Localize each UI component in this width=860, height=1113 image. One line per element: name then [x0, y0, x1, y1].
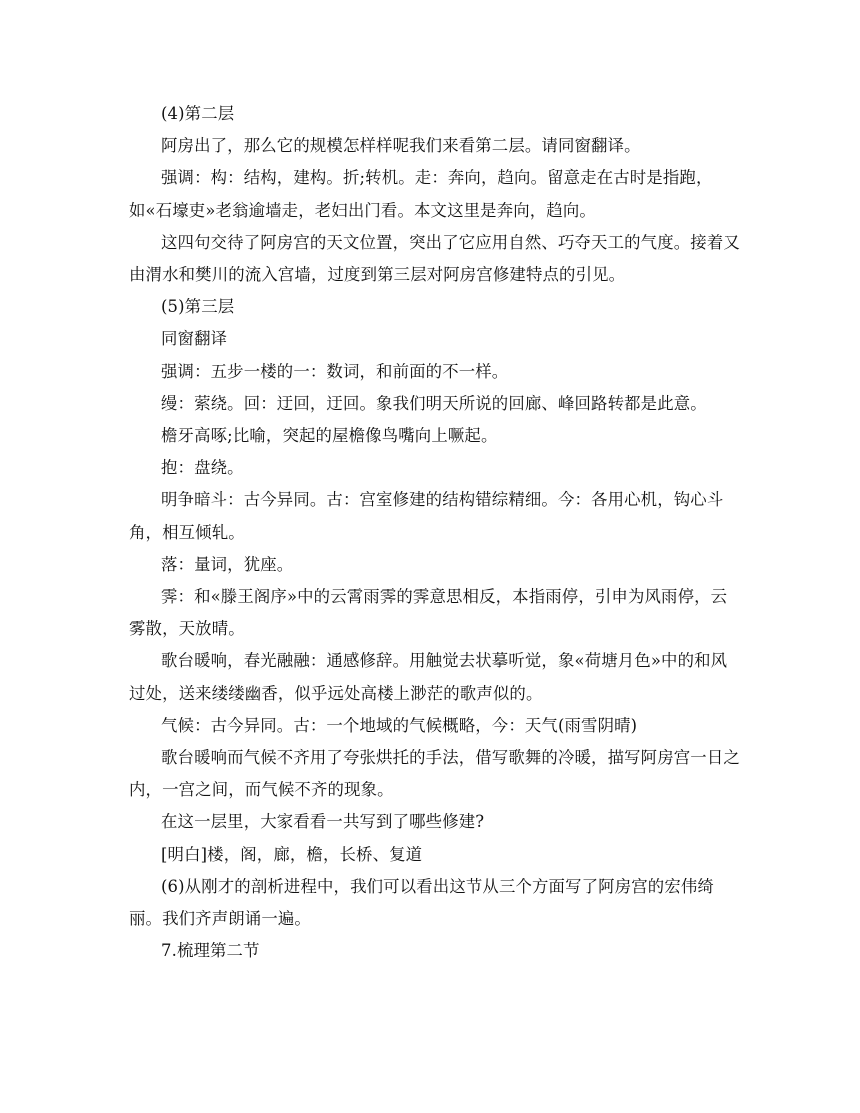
heading-layer-two: (4)第二层	[161, 104, 235, 123]
paragraph: 在这一层里，大家看看一共写到了哪些修建?	[161, 812, 485, 832]
paragraph: 明争暗斗：古今异同。古：宫室修建的结构错综精细。今：各用心机，钩心斗角，相互倾轧。	[129, 490, 724, 542]
paragraph: 霁：和«滕王阁序»中的云霄雨霁的霁意思相反，本指雨停，引申为风雨停，云雾散，天放晴。	[129, 587, 728, 639]
paragraph: 歌台暖响，春光融融：通感修辞。用触觉去状摹听觉，象«荷塘月色»中的和风过处，送来缕缕幽香，似乎远处高楼上渺茫的歌声似的。	[129, 651, 728, 703]
paragraph: 强调：构：结构，建构。折;转机。走：奔向，趋向。留意走在古时是指跑，如«石壕吏»老翁逾墙走，老妇出门看。本文这里是奔向，趋向。	[129, 168, 713, 220]
paragraph: 这四句交待了阿房宫的天文位置，突出了它应用自然、巧夺天工的气度。接着又由渭水和樊川的流入宫墙，过度到第三层对阿房宫修建特点的引见。	[129, 232, 740, 285]
heading-section-seven: 7.梳理第二节	[161, 941, 260, 961]
paragraph: 阿房出了，那么它的规模怎样样呢我们来看第二层。请同窗翻译。	[161, 136, 641, 156]
paragraph: 气候：古今异同。古：一个地域的气候概略，今：天气(雨雪阴晴)	[161, 715, 638, 735]
paragraph: 同窗翻译	[161, 329, 228, 349]
paragraph: [明白]楼，阁，廊，檐，长桥、复道	[161, 844, 423, 864]
paragraph: 缦：萦绕。回：迂回，迂回。象我们明天所说的回廊、峰回路转都是此意。	[161, 393, 707, 413]
paragraph: 抱：盘绕。	[161, 458, 244, 478]
paragraph: 歌台暖响而气候不齐用了夸张烘托的手法，借写歌舞的冷暖，描写阿房宫一日之内，一宫之间，而气候不齐的现象。	[129, 748, 740, 800]
heading-layer-three: (5)第三层	[161, 297, 235, 317]
paragraph: (6)从刚才的剖析进程中，我们可以看出这节从三个方面写了阿房宫的宏伟绮丽。我们齐声朗诵一遍。	[129, 876, 714, 929]
paragraph: 落：量词，犹座。	[161, 554, 294, 574]
document-body	[129, 98, 740, 967]
paragraph: 檐牙高啄;比喻，突起的屋檐像鸟嘴向上噘起。	[161, 426, 498, 446]
paragraph: 强调：五步一楼的一：数词，和前面的不一样。	[161, 361, 509, 381]
